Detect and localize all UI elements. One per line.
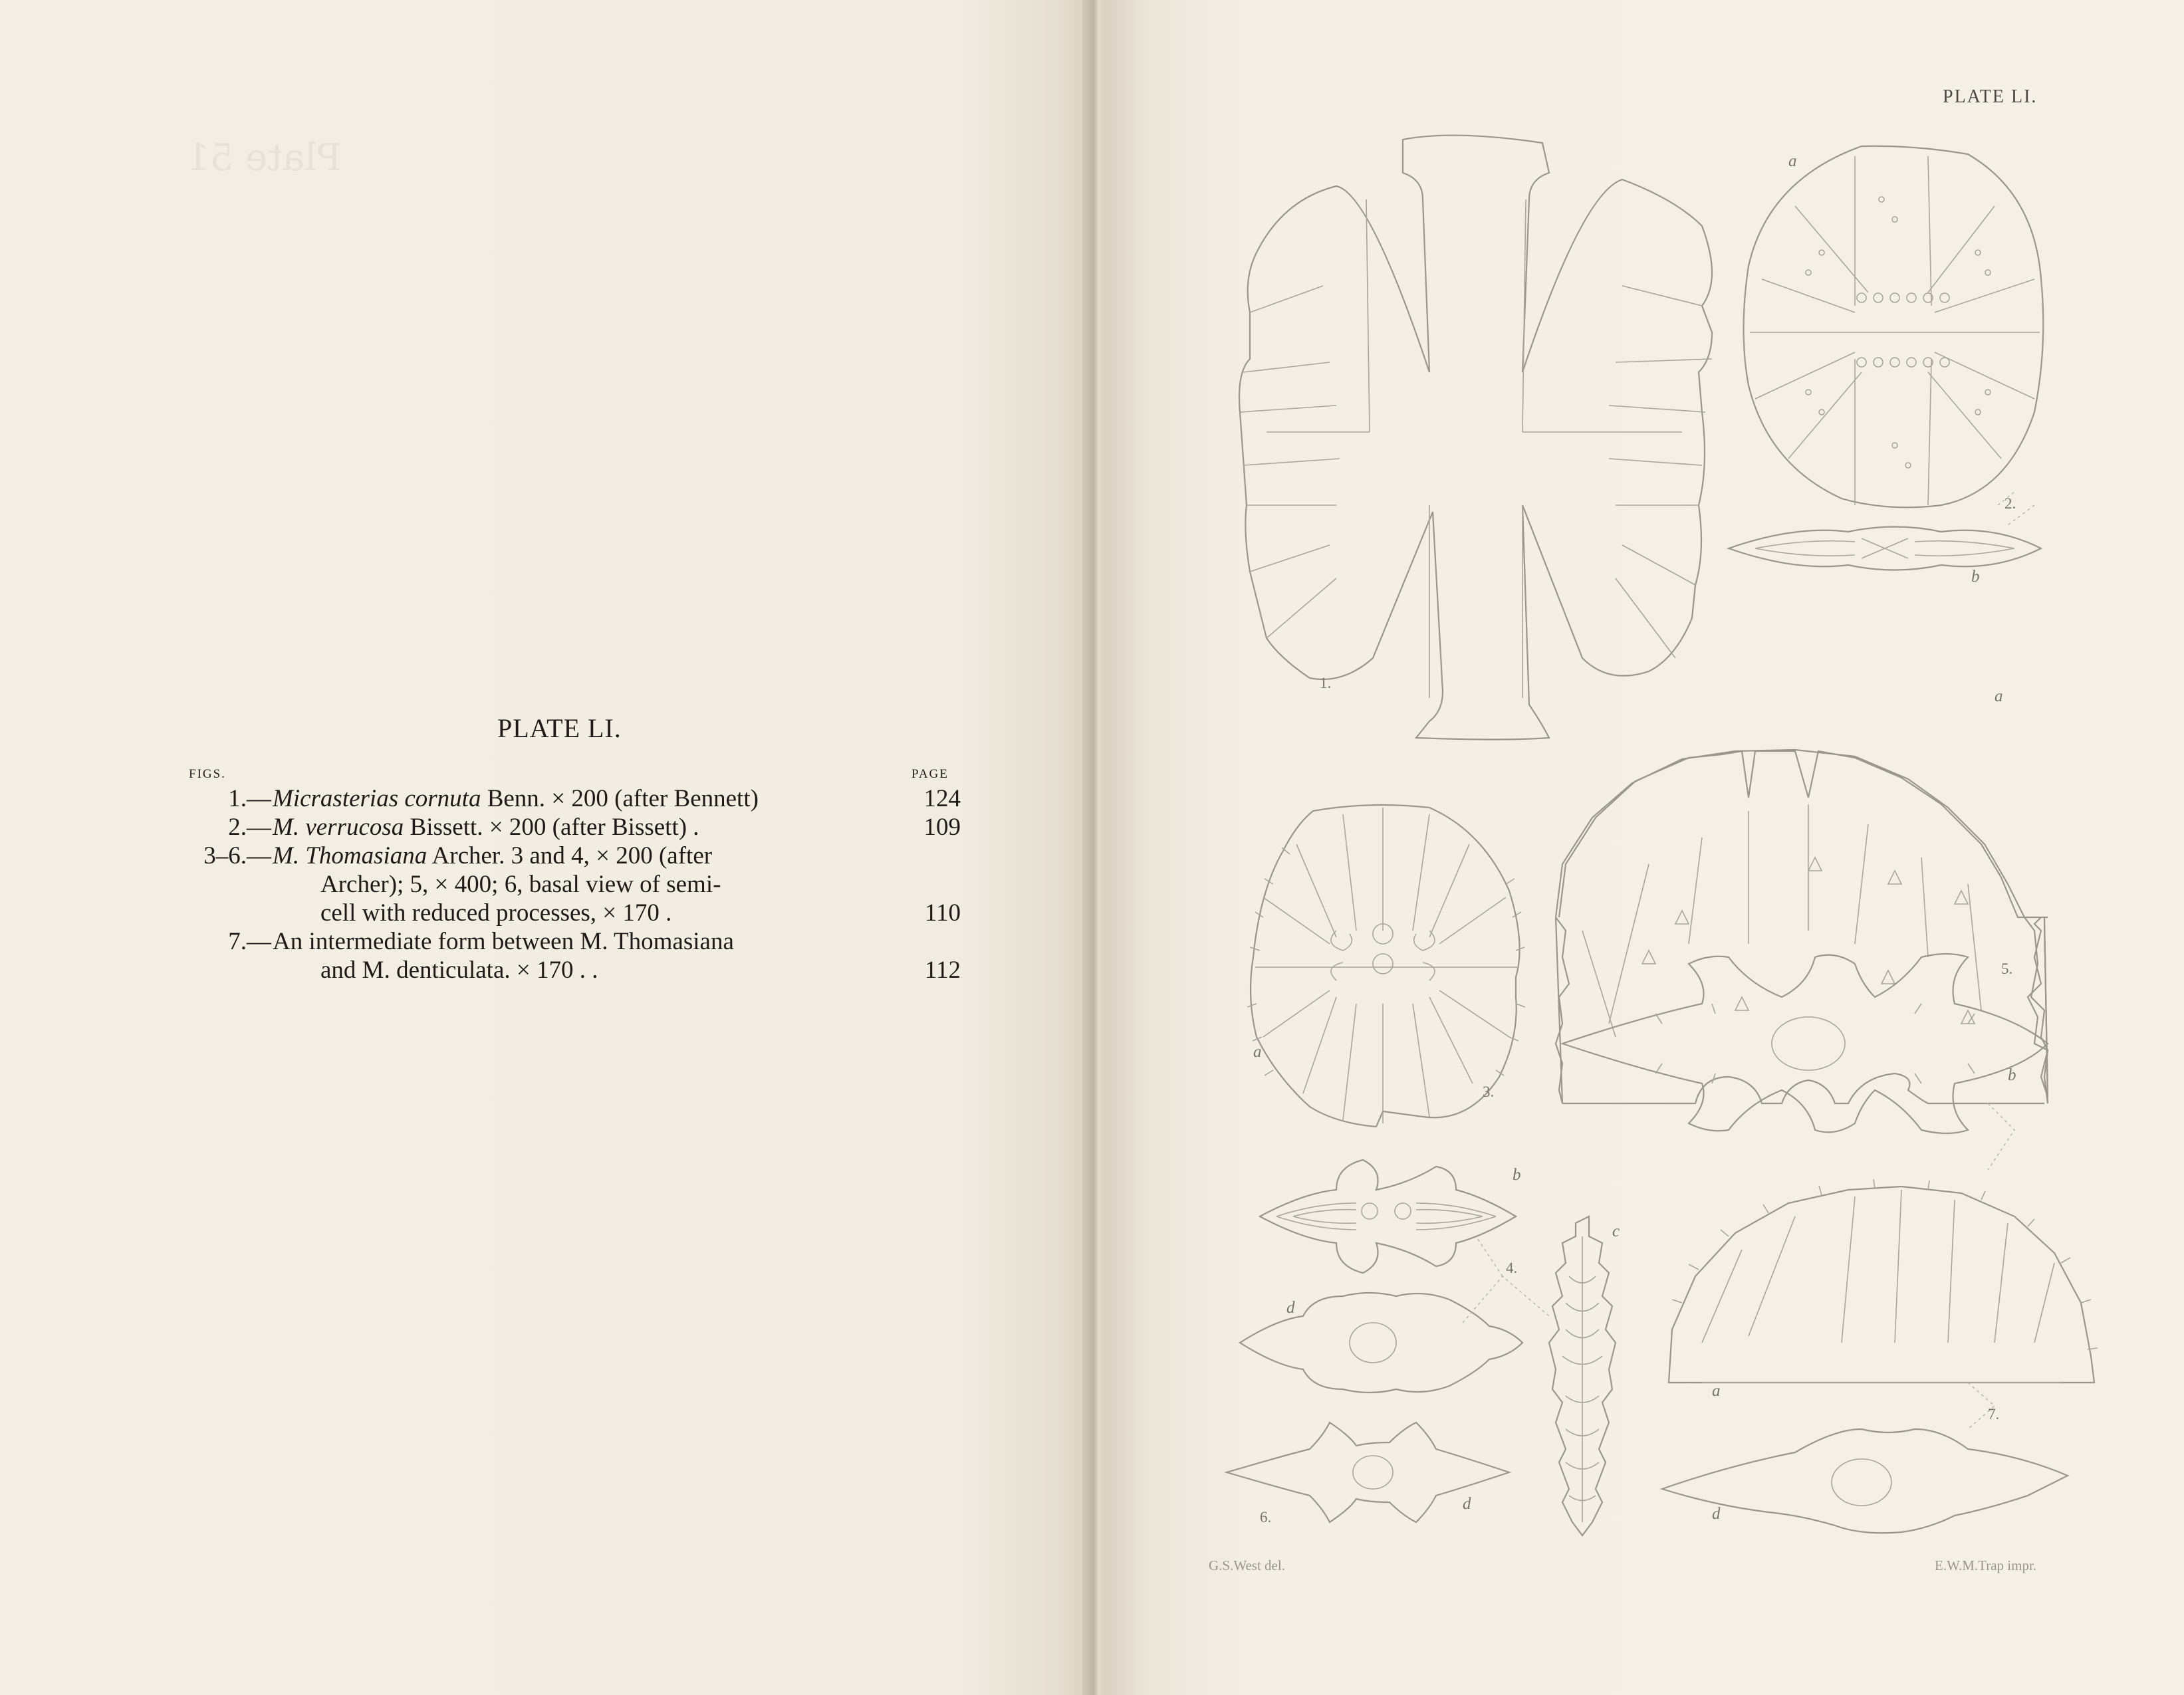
- fig-label-2: 2.: [2004, 495, 2016, 512]
- entry-detail: Archer); 5, × 400; 6, basal view of semi-: [320, 871, 721, 898]
- fig1-inner-line: [1366, 199, 1526, 698]
- fig5b-outline: [1562, 954, 2048, 1133]
- fig-label-5: 5.: [2001, 960, 2013, 977]
- fig3-marginal-teeth: [1247, 848, 1525, 1075]
- fig-label-6d: d: [1463, 1495, 1471, 1513]
- entry-detail: Bissett. × 200 (after Bissett) .: [404, 814, 699, 841]
- species-name: M. Thomasiana: [273, 842, 427, 869]
- figure-number: 1.—: [228, 785, 271, 812]
- fig-label-2b: b: [1971, 568, 1980, 586]
- figure-2-drawing: [1729, 146, 2043, 570]
- fig7a-radial-lines: [1702, 1190, 2054, 1343]
- figure-5b-drawing: [1562, 954, 2048, 1133]
- fig-label-7: 7.: [1988, 1406, 2000, 1422]
- printer-credit: E.W.M.Trap impr.: [1935, 1557, 2037, 1573]
- fig7d-chloroplast: [1832, 1459, 1891, 1506]
- fig-label-3a: a: [1253, 1043, 1262, 1061]
- fig-label-4c: c: [1612, 1222, 1620, 1240]
- page-number: 112: [924, 957, 961, 984]
- fig2-leader: [1998, 492, 2034, 525]
- entry-detail: Benn. × 200 (after Bennett): [481, 785, 759, 812]
- fig3-radial-lines: [1263, 808, 1509, 1123]
- page-column-heading: PAGE: [911, 767, 949, 781]
- fig-label-3: 3.: [1483, 1083, 1495, 1100]
- page-number: 110: [924, 899, 961, 927]
- fig-label-5b: b: [2008, 1066, 2016, 1084]
- fig-label-1: 1.: [1320, 675, 1332, 691]
- fig5-leader: [1988, 1103, 2014, 1170]
- fig7a-outline: [1669, 1186, 2094, 1383]
- fig4b-outline: [1260, 1160, 1516, 1273]
- fig5a-radial-lines: [1582, 804, 1981, 1037]
- fig-label-4: 4.: [1506, 1260, 1518, 1276]
- fig2a-radial-lines: [1755, 156, 2034, 505]
- plate-title: PLATE LI.: [497, 713, 622, 743]
- entry-detail: and M. denticulata. × 170 . .: [320, 957, 598, 984]
- fig1-lobe-incisions: [1240, 286, 1712, 658]
- figure-number: 2.—: [228, 814, 271, 841]
- fig4b-pyrenoid: [1362, 1203, 1378, 1219]
- figure-number: 7.—: [228, 928, 271, 955]
- figure-5a-drawing: [1556, 750, 2048, 1170]
- fig5a-outline: [1559, 751, 2048, 1097]
- fig5a-semicell: [1556, 750, 2048, 1103]
- species-name: Micrasterias cornuta: [273, 785, 481, 812]
- entry-detail: Archer. 3 and 4, × 200 (after: [427, 842, 713, 869]
- figure-3-drawing: [1247, 805, 1525, 1127]
- fig4b-pyrenoid: [1395, 1203, 1411, 1219]
- fig-label-5a: a: [1995, 687, 2003, 705]
- fig-label-7d: d: [1712, 1505, 1721, 1523]
- fig5b-spines: [1655, 1004, 1975, 1083]
- fig4d-chloroplast: [1350, 1323, 1396, 1363]
- fig-label-4d: d: [1286, 1299, 1295, 1317]
- fig6-chloroplast: [1353, 1456, 1393, 1489]
- fig2b-inner: [1755, 538, 2014, 558]
- species-name: M. verrucosa: [273, 814, 404, 841]
- plate-header-label: PLATE LI.: [1943, 86, 2038, 107]
- fig2a-outline: [1744, 146, 2044, 508]
- fig4-leader: [1463, 1236, 1549, 1323]
- fig-label-7a: a: [1712, 1382, 1721, 1400]
- figure-number: 3–6.—: [203, 842, 271, 869]
- entry-detail: cell with reduced processes, × 170 .: [320, 899, 672, 927]
- fig7d-outline: [1662, 1429, 2068, 1533]
- fig5b-chloroplast: [1772, 1017, 1845, 1070]
- figure-7-drawing: [1662, 1179, 2098, 1533]
- fig4d-outline: [1240, 1293, 1522, 1393]
- fig3-central-swelling: [1373, 954, 1393, 974]
- page-number: 124: [923, 785, 961, 812]
- fig4c-layers: [1562, 1236, 1602, 1522]
- fig1-outline: [1239, 136, 1712, 740]
- fig3-processes: [1331, 931, 1435, 980]
- artist-credit: G.S.West del.: [1209, 1557, 1285, 1573]
- fig3-outline: [1251, 805, 1520, 1127]
- figure-labels: [1253, 152, 2016, 1526]
- page-number: 109: [923, 814, 961, 841]
- bleed-through: Plate 51: [186, 136, 342, 179]
- fig-label-6: 6.: [1260, 1509, 1272, 1526]
- fig4b-layers: [1276, 1203, 1496, 1230]
- fig-label-2a: a: [1788, 152, 1797, 170]
- figure-4-drawing: [1240, 1160, 1616, 1535]
- fig-label-4b: b: [1513, 1166, 1521, 1184]
- entry-detail: An intermediate form between M. Thomasiana: [273, 928, 734, 955]
- figs-column-heading: FIGS.: [189, 767, 226, 781]
- figure-1-drawing: [1239, 136, 1712, 740]
